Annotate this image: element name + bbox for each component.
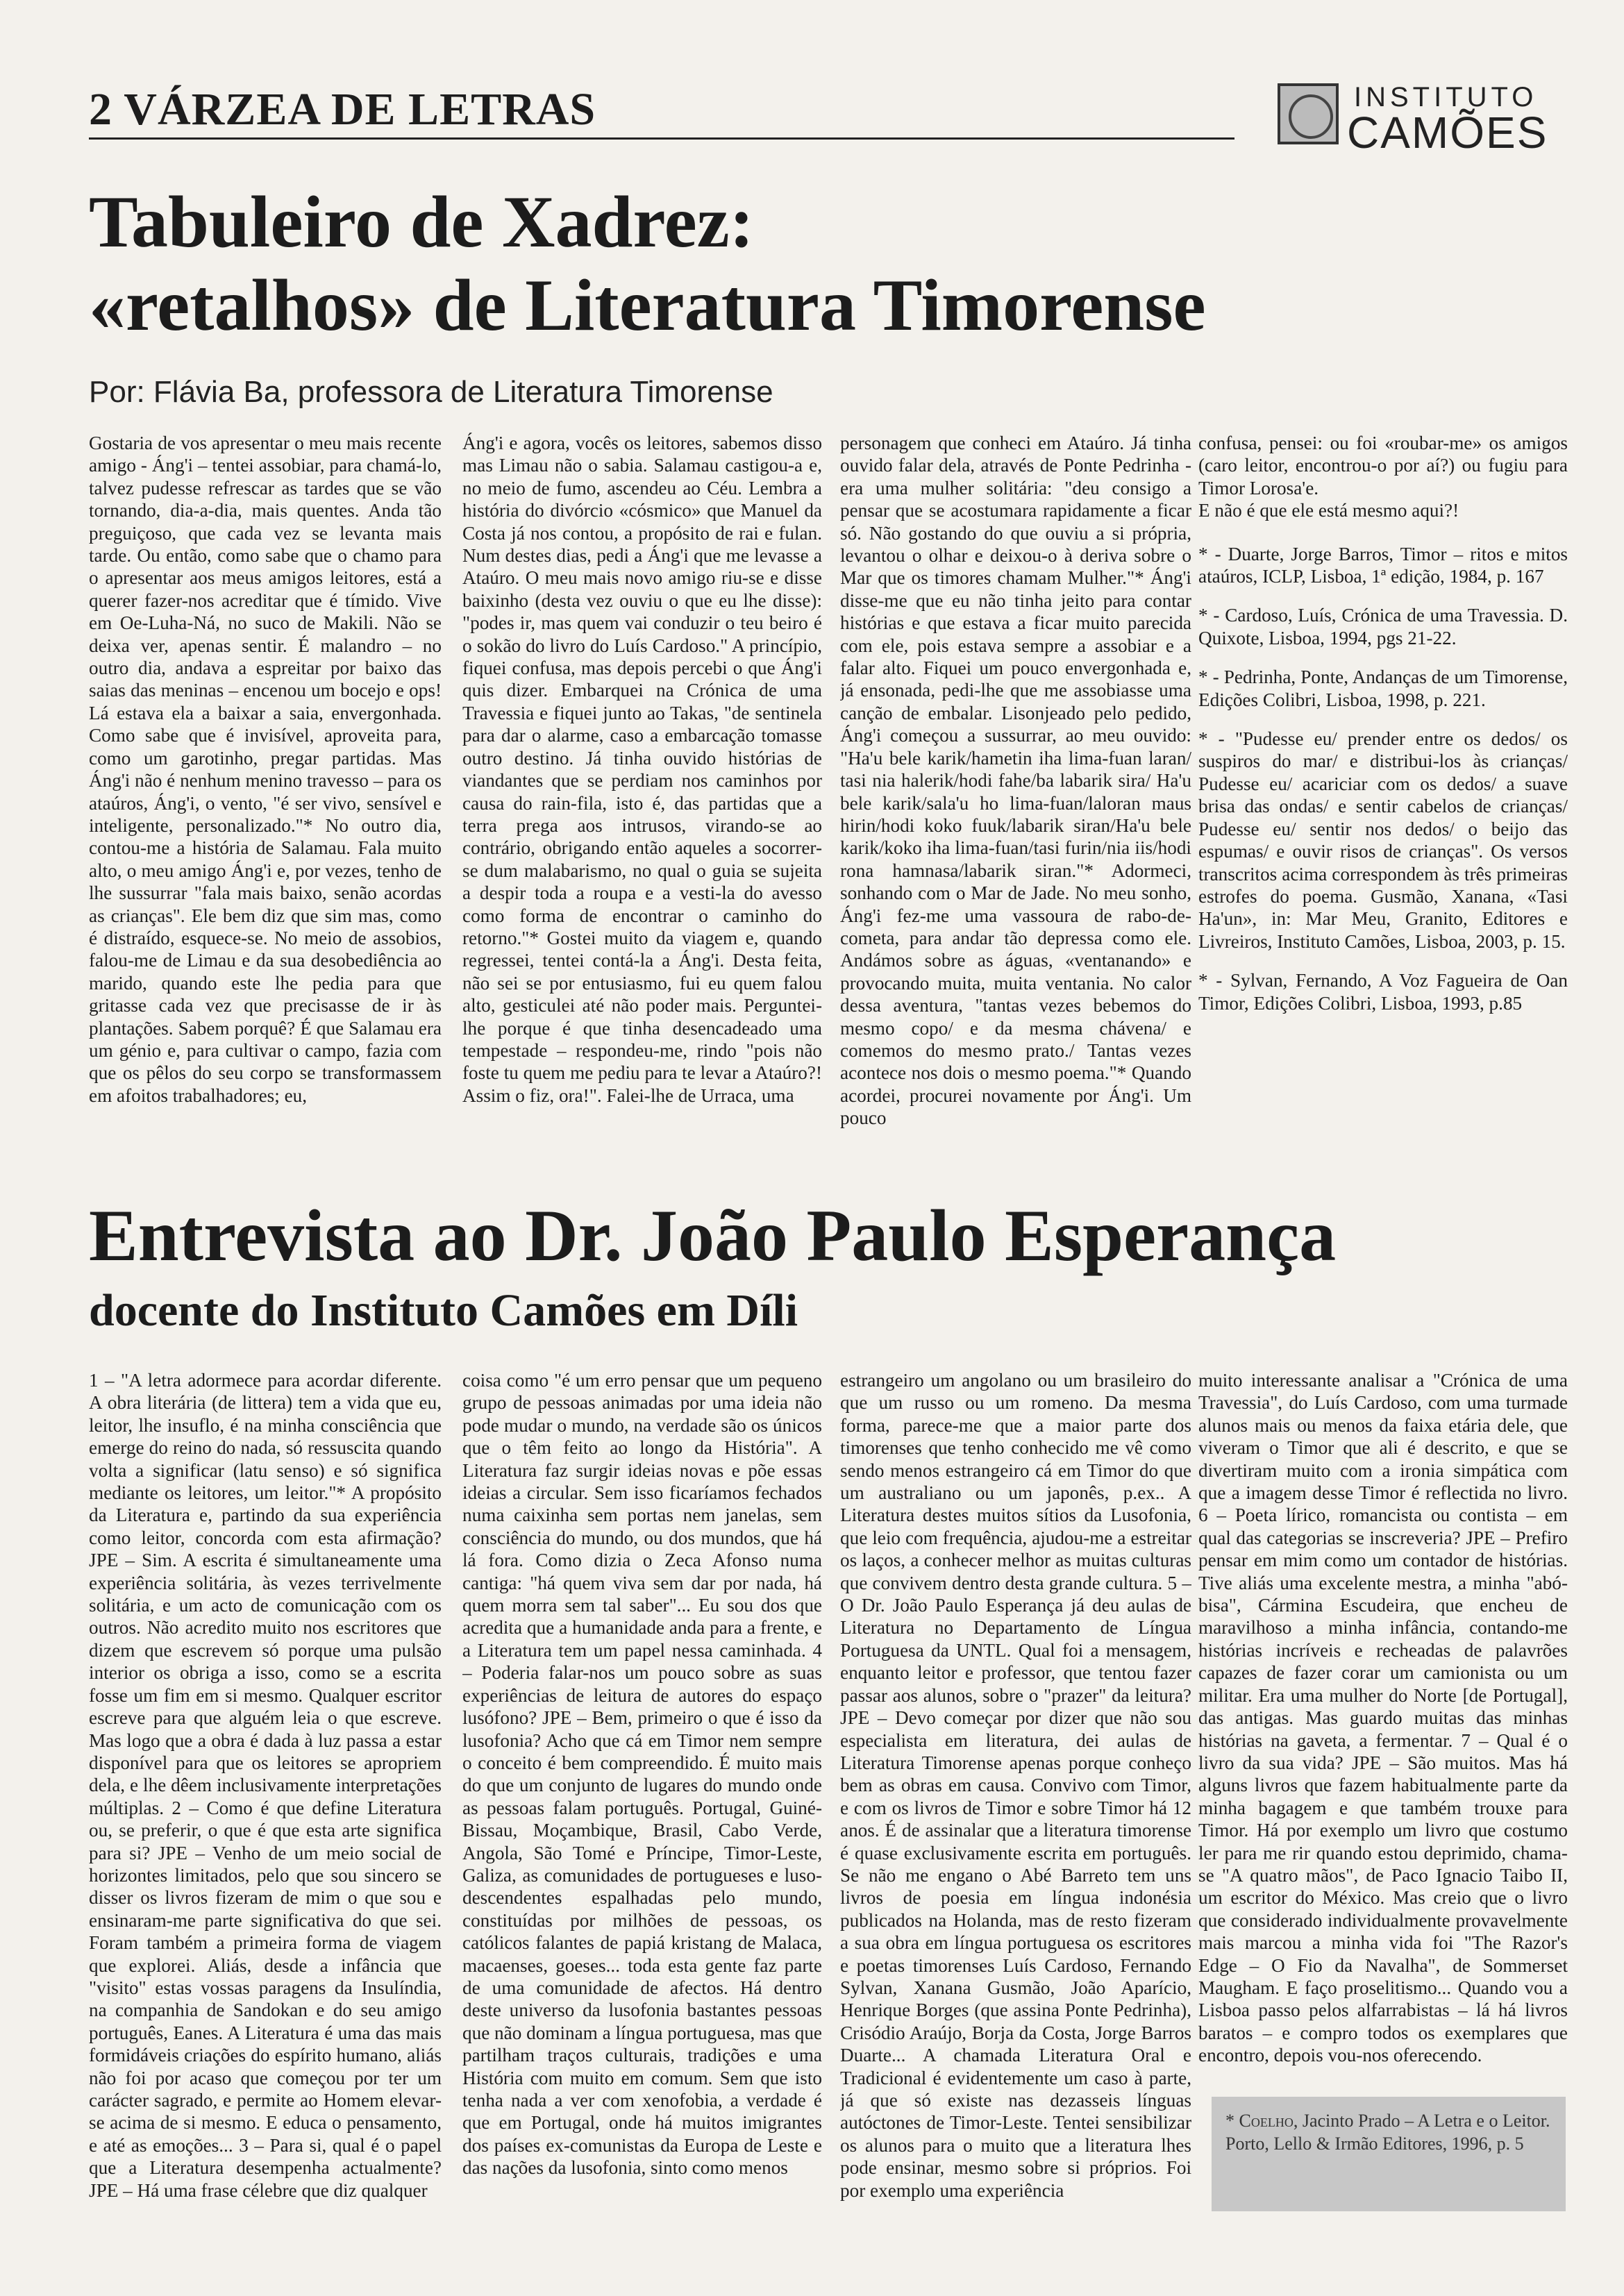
section-title: 2 VÁRZEA DE LETRAS (89, 84, 596, 135)
article1-column-1 (89, 432, 442, 1154)
article1-title-line1: Tabuleiro de Xadrez: (89, 181, 754, 262)
article2-column-4 (1198, 1369, 1568, 2077)
footnote: * - Cardoso, Luís, Crónica de uma Travessia. D. Quixote, Lisboa, 1994, pgs 21-22. (1198, 605, 1568, 648)
article1-col1-text: Gostaria de vos apresentar o meu mais recente amigo - Áng'i – tentei assobiar, para chamá-lo, talvez pudesse refrescar as tardes que se vão tornando, dia-a-dia, mais quentes. Anda tão preguiçoso, que cada vez se levanta mais tarde. Ou então, como sabe que o chamo para o apresentar aos meus amigos leitores, está a querer fazer-nos acreditar que é tímido. Vive em Oe-Luha-Ná, no suco de Makili. Não se deixa ver, apenas sentir. É malandro – no outro dia, andava a espreitar por baixo das saias das meninas – encenou um bocejo e ops! Lá estava ela a baixar a saia, envergonhada. Como sabe que é invisível, aproveita para, como um garotinho, pregar partidas. Mas Áng'i não é nenhum menino travesso – para os ataúros, Áng'i, o vento, "é ser vivo, sensível e inteligente, personalizado."* No outro dia, contou-me a história de Salamau. Fala muito alto, o meu amigo Áng'i e, por vezes, tenho de lhe sussurrar "fala mais baixo, senão acordas as crianças". Ele bem diz que sim mas, como é distraído, esquece-se. No meio de assobios, falou-me de Limau e da sua desobediência ao marido, quando este lhe pedia para que gritasse cada vez que precisasse de ir às plantações. Sabem porquê? É que Salamau era um génio e, para cultivar o campo, fazia com que os pêlos do seu corpo se transformassem em afoitos trabalhadores; eu, (89, 433, 442, 1106)
article2-subtitle: docente do Instituto Camões em Díli (89, 1285, 798, 1336)
article1-title-line2: «retalhos» de Literatura Timorense (89, 265, 1206, 346)
article1-column-3 (840, 432, 1191, 1154)
article1-column-2 (462, 432, 822, 1154)
emblem-icon (1278, 83, 1339, 144)
citation-box (1212, 2097, 1566, 2211)
page-header (89, 82, 1234, 140)
footnote: * - "Pudesse eu/ prender entre os dedos/ os suspiros do mar/ e distribui-los às crianças/ Pudesse eu/ acariciar com os dedos/ a suave brisa das ondas/ e sentir cabelos de crianças/ Pudesse eu/ sentir nos dedos/ o beijo das espumas/ e ouvir risos de crianças". Os versos transcritos acima correspondem às três primeiras estrofes do poema. Gusmão, Xanana, «Tasi Ha'un», in: Mar Meu, Granito, Editores e Livreiros, Instituto Camões, Lisboa, 2003, p. 15. (1198, 728, 1568, 952)
article2-col4-text: muito interessante analisar a "Crónica de uma Travessia", do Luís Cardoso, com uma turmade alunos mais ou menos da faixa etária dele, que viveram o Timor que ali é descrito, e que se divertiram muito com a ironia simpática com que a imagem desse Timor é reflectida no livro. 6 – Poeta lírico, romancista ou contista – em qual das categorias se inscreveria? JPE – Prefiro pensar em mim como um contador de histórias. Tive aliás uma excelente mestra, a minha "abó-bisa", Cármina Escudeira, que encheu de maravilhoso a minha infância, contando-me histórias incríveis e recheadas de palavrões capazes de fazer corar um camionista ou um militar. Era uma mulher do Norte [de Portugal], das antigas. Mas guardo muitas das minhas histórias na gaveta, a fermentar. 7 – Qual é o livro da sua vida? JPE – São muitos. Mas há alguns livros que fazem habitualmente parte da minha bagagem e que também trouxe para Timor. Há por exemplo um livro que costumo ler para me rir quando estou deprimido, chama-se "A quatro mãos", de Paco Ignacio Taibo II, um escritor do México. Mas creio que o livro que considerado individualmente provavelmente mais marcou a minha vida foi "The Razor's Edge – O Fio da Navalha", de Sommerset Maugham. E faço proselitismo... Quando vou a Lisboa passo pelos alfarrabistas – lá há livros baratos – e compro todos os exemplares que encontro, depois vou-nos oferecendo. (1198, 1370, 1568, 2066)
article1-col4-end: E não é que ele está mesmo aqui?! (1198, 500, 1459, 521)
article1-column-4 (1198, 432, 1568, 1154)
article2-col1-text: 1 – "A letra adormece para acordar diferente. A obra literária (de littera) tem a vida que eu, leitor, lhe insuflo, é na minha consciência que emerge do reino do nada, só ressuscita quando volta a significar (latu senso) e só significa mediante os leitores, um leitor."* A propósito da Literatura e, partindo da sua experiência como leitor, concorda com esta afirmação? JPE – Sim. A escrita é simultaneamente uma experiência solitária, às vezes terrivelmente solitária, e um acto de comunicação com os outros. Não acredito muito nos escritores que dizem que escrevem só porque uma pulsão interior os obriga a isso, como se a escrita fosse um fim em si mesmo. Qualquer escritor escreve para que alguém leia o que escreve. Mas logo que a obra é dada à luz passa a estar disponível para que os leitores se apropriem dela, e lhe dêem inclusivamente interpretações múltiplas. 2 – Como é que define Literatura ou, se preferir, o que é que esta arte significa para si? JPE – Venho de um meio social de horizontes limitados, pelo que sou sincero se disser os livros fizeram de mim o que sou e ensinaram-me parte significativa do que sei. Foram também a primeira forma de viagem que explorei. Aliás, desde a infância que "visito" estas vossas paragens da Insulíndia, na companhia de Sandokan e do seu amigo português, Eanes. A Literatura é uma das mais formidáveis criações do espírito humano, aliás não foi por acaso que começou por ter um carácter sagrado, e permite ao Homem elevar-se acima de si mesmo. E educa o pensamento, e até as emoções... 3 – Para si, qual é o papel que a Literatura desempenha actualmente? JPE – Há uma frase célebre que diz qualquer (89, 1370, 442, 2201)
logo-text-instituto: INSTITUTO (1354, 82, 1538, 112)
citation-text: Jacinto Prado – A Letra e o Leitor. Porto, Lello & Irmão Editores, 1996, p. 5 (1225, 2111, 1550, 2154)
logo-text-camoes: CAMÕES (1347, 108, 1548, 158)
article1-byline: Por: Flávia Ba, professora de Literatura Timorense (89, 375, 773, 409)
article1-col2-text: Áng'i e agora, vocês os leitores, sabemos disso mas Limau não o sabia. Salamau castigou-a e, no meio de fumo, ascendeu ao Céu. Lembra a história do divórcio «cósmico» que Manuel da Costa já nos contou, a propósito de rai e fulan. Num destes dias, pedi a Áng'i que me levasse a Ataúro. O meu mais novo amigo riu-se e disse baixinho (desta vez ouviu o que eu lhe disse): "podes ir, mas quem vai conduzir o teu beiro é o sokão do livro do Luís Cardoso." A princípio, fiquei confusa, mas depois percebi o que Áng'i quis dizer. Embarquei na Crónica de uma Travessia e fiquei junto ao Takas, "de sentinela para dar o alarme, caso a embarcação tomasse outro destino. Já tinha ouvido histórias de viandantes que se perdiam nos caminhos por causa do rain-fila, isto é, das partidas que a terra prega aos intrusos, virando-se ao contrário, obrigando então aqueles a socorrer-se dum malabarismo, no qual o guia se sujeita a despir toda a roupa e a vesti-la do avesso como forma de encontrar o caminho do retorno."* Gostei muito da viagem e, quando regressei, tentei contá-la a Áng'i. Desta feita, não sei se por entusiasmo, fui eu quem falou alto, gesticulei até não poder mais. Perguntei-lhe porque é que tinha desencadeado uma tempestade – respondeu-me, rindo "pois não foste tu quem me pediu para te levar a Ataúro?! Assim o fiz, ora!". Falei-lhe de Urraca, uma (462, 433, 822, 1106)
article2-title: Entrevista ao Dr. João Paulo Esperança (89, 1195, 1337, 1276)
article2-column-1 (89, 1369, 442, 2261)
article1-col3-text: personagem que conheci em Ataúro. Já tinha ouvido falar dela, através de Ponte Pedrinha - era uma mulher solitária: "deu consigo a pensar que se acostumara rapidamente a ficar só. Não gostando do que ouviu a si própria, levantou o olhar e deixou-o à deriva sobre o Mar que os timores chamam Mulher."* Áng'i disse-me que eu não tinha jeito para contar histórias e que estava a ficar muito parecida com ele, pois estava sempre a assobiar e a falar alto. Fiquei um pouco envergonhada e, já ensonada, pedi-lhe que me assobiasse uma canção de embalar. Lisonjeado pelo pedido, Áng'i começou a sussurrar, ao meu ouvido: "Ha'u bele karik/hametin iha lima-fuan laran/ tasi nia halerik/hodi fahe/ba labarik sira/ Ha'u bele karik/sala'u ho lima-fuan/laloran maus hirin/hodi koko fuuk/labarik siran/Ha'u bele karik/koko iha lima-fuan/tasi furin/nia iis/hodi rona hamnasa/labarik siran."* Adormeci, sonhando com o Mar de Jade. No meu sonho, Áng'i fez-me uma vassoura de rabo-de-cometa, para andar tão depressa como ele. Andámos sobre as águas, «ventanando» e provocando muita, muita ventania. No calor dessa aventura, "tantas vezes bebemos do mesmo copo/ e da mesma chávena/ e comemos do mesmo prato./ Tantas vezes acontece nos dois o mesmo poema."* Quando acordei, procurei novamente por Áng'i. Um pouco (840, 433, 1191, 1129)
article2-column-3 (840, 1369, 1191, 2261)
footnote: * - Duarte, Jorge Barros, Timor – ritos e mitos ataúros, ICLP, Lisboa, 1ª edição, 1984, p. 167 (1198, 543, 1568, 587)
article2-col3-text: estrangeiro um angolano ou um brasileiro do que um russo ou um romeno. Da mesma forma, parece-me que a maior parte dos timorenses que tenho conhecido me vê como sendo menos estrangeiro cá em Timor do que um australiano ou um japonês, p.ex.. A Literatura destes muitos sítios da Lusofonia, que leio com frequência, ajudou-me a estreitar os laços, a conhecer melhor as muitas culturas que convivem dentro desta grande cultura. 5 – O Dr. João Paulo Esperança já deu aulas de Literatura no Departamento de Língua Portuguesa da UNTL. Qual foi a mensagem, enquanto leitor e professor, que tentou fazer passar aos alunos, sobre o "prazer" da leitura? JPE – Devo começar por dizer que não sou especialista em literatura, dei aulas de Literatura Timorense apenas porque conheço bem as obras em causa. Convivo com Timor, e com os livros de Timor e sobre Timor há 12 anos. É de assinalar que a literatura timorense é quase exclusivamente escrita em português. Se não me engano o Abé Barreto tem uns livros de poesia em língua indonésia publicados na Holanda, mas de resto fizeram a sua obra em língua portuguesa os escritores e poetas timorenses Luís Cardoso, Fernando Sylvan, Xanana Gusmão, João Aparício, Henrique Borges (que assina Ponte Pedrinha), Crisódio Araújo, Borja da Costa, Jorge Barros Duarte... A chamada Literatura Oral e Tradicional é evidentemente um caso à parte, já que só existe nas dezasseis línguas autóctones de Timor-Leste. Tentei sensibilizar os alunos para o muito que a literatura lhes pode ensinar, mesmo sobre si próprios. Foi por exemplo uma experiência (840, 1370, 1191, 2201)
article2-col2-text: coisa como "é um erro pensar que um pequeno grupo de pessoas animadas por uma ideia não pode mudar o mundo, na verdade são os únicos que o têm feito ao longo da História". A Literatura faz surgir ideias novas e põe essas ideias a circular. Sem isso ficaríamos fechados numa caixinha sem portas nem janelas, sem consciência do mundo, ou dos mundos, que há lá fora. Como dizia o Zeca Afonso numa cantiga: "há quem viva sem dar por nada, há quem morra sem tal saber"... Eu sou dos que acredita que a humanidade anda para a frente, e a Literatura tem um papel nessa caminhada. 4 – Poderia falar-nos um pouco sobre as suas experiências de leitura de autores do espaço lusófono? JPE – Bem, primeiro o que é isso da lusofonia? Acho que cá em Timor nem sempre o conceito é bem compreendido. É muito mais do que um conjunto de lugares do mundo onde as pessoas falam português. Portugal, Guiné-Bissau, Moçambique, Brasil, Cabo Verde, Angola, São Tomé e Príncipe, Timor-Leste, Galiza, as comunidades de portugueses e luso-descendentes espalhadas pelo mundo, constituídas por milhões de pessoas, os católicos falantes de papiá kristang de Malaca, macaenses, goeses... toda esta gente faz parte de uma comunidade de afectos. Há dentro deste universo da lusofonia bastantes pessoas que não dominam a língua portuguesa, mas que partilham traços culturais, tradições e uma História com muito em comum. Sem que isto tenha nada a ver com xenofobia, a verdade é que em Portugal, onde há muitos imigrantes dos países ex-comunistas da Europa de Leste e das nações da lusofonia, sinto como menos (462, 1370, 822, 2179)
article1-col4-intro: confusa, pensei: ou foi «roubar-me» os amigos (caro leitor, encontrou-o por aí?) ou fugiu para Timor Lorosa'e. (1198, 433, 1568, 498)
footnote: * - Sylvan, Fernando, A Voz Fagueira de Oan Timor, Edições Colibri, Lisboa, 1993, p.85 (1198, 970, 1568, 1014)
instituto-camoes-logo (1278, 76, 1576, 158)
article2-column-2 (462, 1369, 822, 2261)
article1-title (89, 181, 1561, 347)
citation-author: * Coelho, (1225, 2111, 1298, 2131)
footnote: * - Pedrinha, Ponte, Andanças de um Timorense, Edições Colibri, Lisboa, 1998, p. 221. (1198, 667, 1568, 710)
